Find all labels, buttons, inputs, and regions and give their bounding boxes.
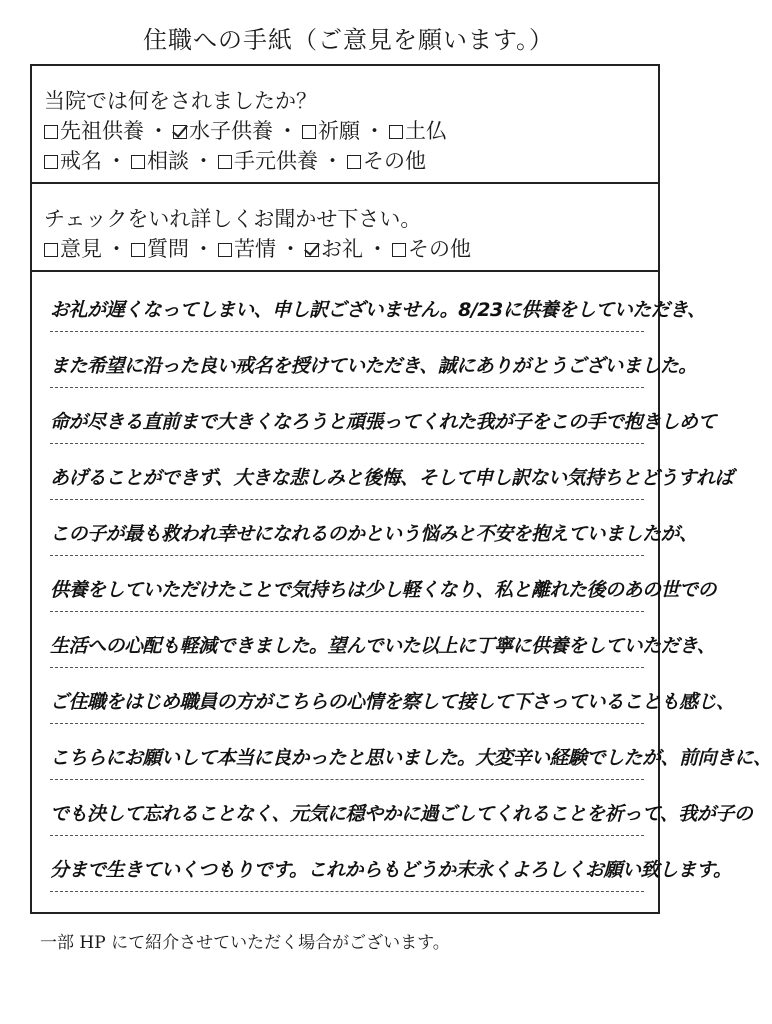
footer-note: 一部 HP にて紹介させていただく場合がございます。 — [40, 933, 450, 953]
checkbox-checked[interactable] — [173, 125, 187, 139]
checkbox-unchecked[interactable] — [392, 243, 406, 257]
options-row-1: 先祖供養 ・ 水子供養 ・ 祈願 ・ 土仏 — [44, 116, 658, 146]
letter-line: お礼が遅くなってしまい、申し訳ございません。8/23に供養をしていただき、 — [50, 288, 644, 332]
letter-line: でも決して忘れることなく、元気に穏やかに過ごしてくれることを祈って、我が子の — [50, 792, 644, 836]
letter-line: 分まで生きていくつもりです。これからもどうか末永くよろしくお願い致します。 — [50, 848, 644, 892]
letter-line: 生活への心配も軽減できました。望んでいた以上に丁寧に供養をしていただき、 — [50, 624, 644, 668]
option-iken[interactable]: 意見 — [44, 234, 102, 264]
question-service-type: 当院では何をされましたか？ — [44, 89, 317, 113]
option-kigan[interactable]: 祈願 — [302, 116, 360, 146]
option-kaimyou[interactable]: 戒名 — [44, 146, 102, 176]
checkbox-unchecked[interactable] — [44, 125, 58, 139]
checkbox-unchecked[interactable] — [44, 155, 58, 169]
checkbox-unchecked[interactable] — [131, 243, 145, 257]
section-divider — [32, 182, 658, 184]
option-temoto-kuyou[interactable]: 手元供養 — [218, 146, 318, 176]
checkbox-unchecked[interactable] — [44, 243, 58, 257]
checkbox-unchecked[interactable] — [218, 243, 232, 257]
letter-line: この子が最も救われ幸せになれるのかという悩みと不安を抱えていましたが、 — [50, 512, 644, 556]
option-dobutsu[interactable]: 土仏 — [389, 116, 447, 146]
options-row-2: 戒名 ・ 相談 ・ 手元供養 ・ その他 — [44, 146, 658, 176]
letter-line: ご住職をはじめ職員の方がこちらの心情を察して接して下さっていることも感じ、 — [50, 680, 644, 724]
option-kujou[interactable]: 苦情 — [218, 234, 276, 264]
letter-line: 供養をしていただけたことで気持ちは少し軽くなり、私と離れた後のあの世での — [50, 568, 644, 612]
option-senzo-kuyou[interactable]: 先祖供養 — [44, 116, 144, 146]
option-sonota-2[interactable]: その他 — [392, 234, 471, 264]
option-shitsumon[interactable]: 質問 — [131, 234, 189, 264]
options-row-3: 意見 ・ 質問 ・ 苦情 ・ お礼 ・ その他 — [44, 234, 658, 264]
section-feedback-type — [32, 204, 658, 264]
form-title: 住職への手紙（ご意見を願います。） — [142, 26, 555, 54]
letter-line: あげることができず、大きな悲しみと後悔、そして申し訳ない気持ちとどうすれば — [50, 456, 644, 500]
option-sonota-1[interactable]: その他 — [347, 146, 426, 176]
option-soudan[interactable]: 相談 — [131, 146, 189, 176]
option-mizuko-kuyou[interactable]: 水子供養 — [173, 116, 273, 146]
checkbox-unchecked[interactable] — [347, 155, 361, 169]
checkbox-unchecked[interactable] — [131, 155, 145, 169]
section-service-type — [32, 86, 658, 176]
letter-line: また希望に沿った良い戒名を授けていただき、誠にありがとうございました。 — [50, 344, 644, 388]
letter-line: こちらにお願いして本当に良かったと思いました。大変辛い経験でしたが、前向きに、 — [50, 736, 644, 780]
letter-line: 命が尽きる直前まで大きくなろうと頑張ってくれた我が子をこの手で抱きしめて — [50, 400, 644, 444]
question-feedback-type: チェックをいれ詳しくお聞かせ下さい。 — [44, 207, 422, 231]
form-box — [30, 64, 772, 914]
checkbox-unchecked[interactable] — [302, 125, 316, 139]
checkbox-checked[interactable] — [305, 243, 319, 257]
checkbox-unchecked[interactable] — [389, 125, 403, 139]
section-divider — [32, 270, 658, 272]
checkbox-unchecked[interactable] — [218, 155, 232, 169]
option-orei[interactable]: お礼 — [305, 234, 363, 264]
